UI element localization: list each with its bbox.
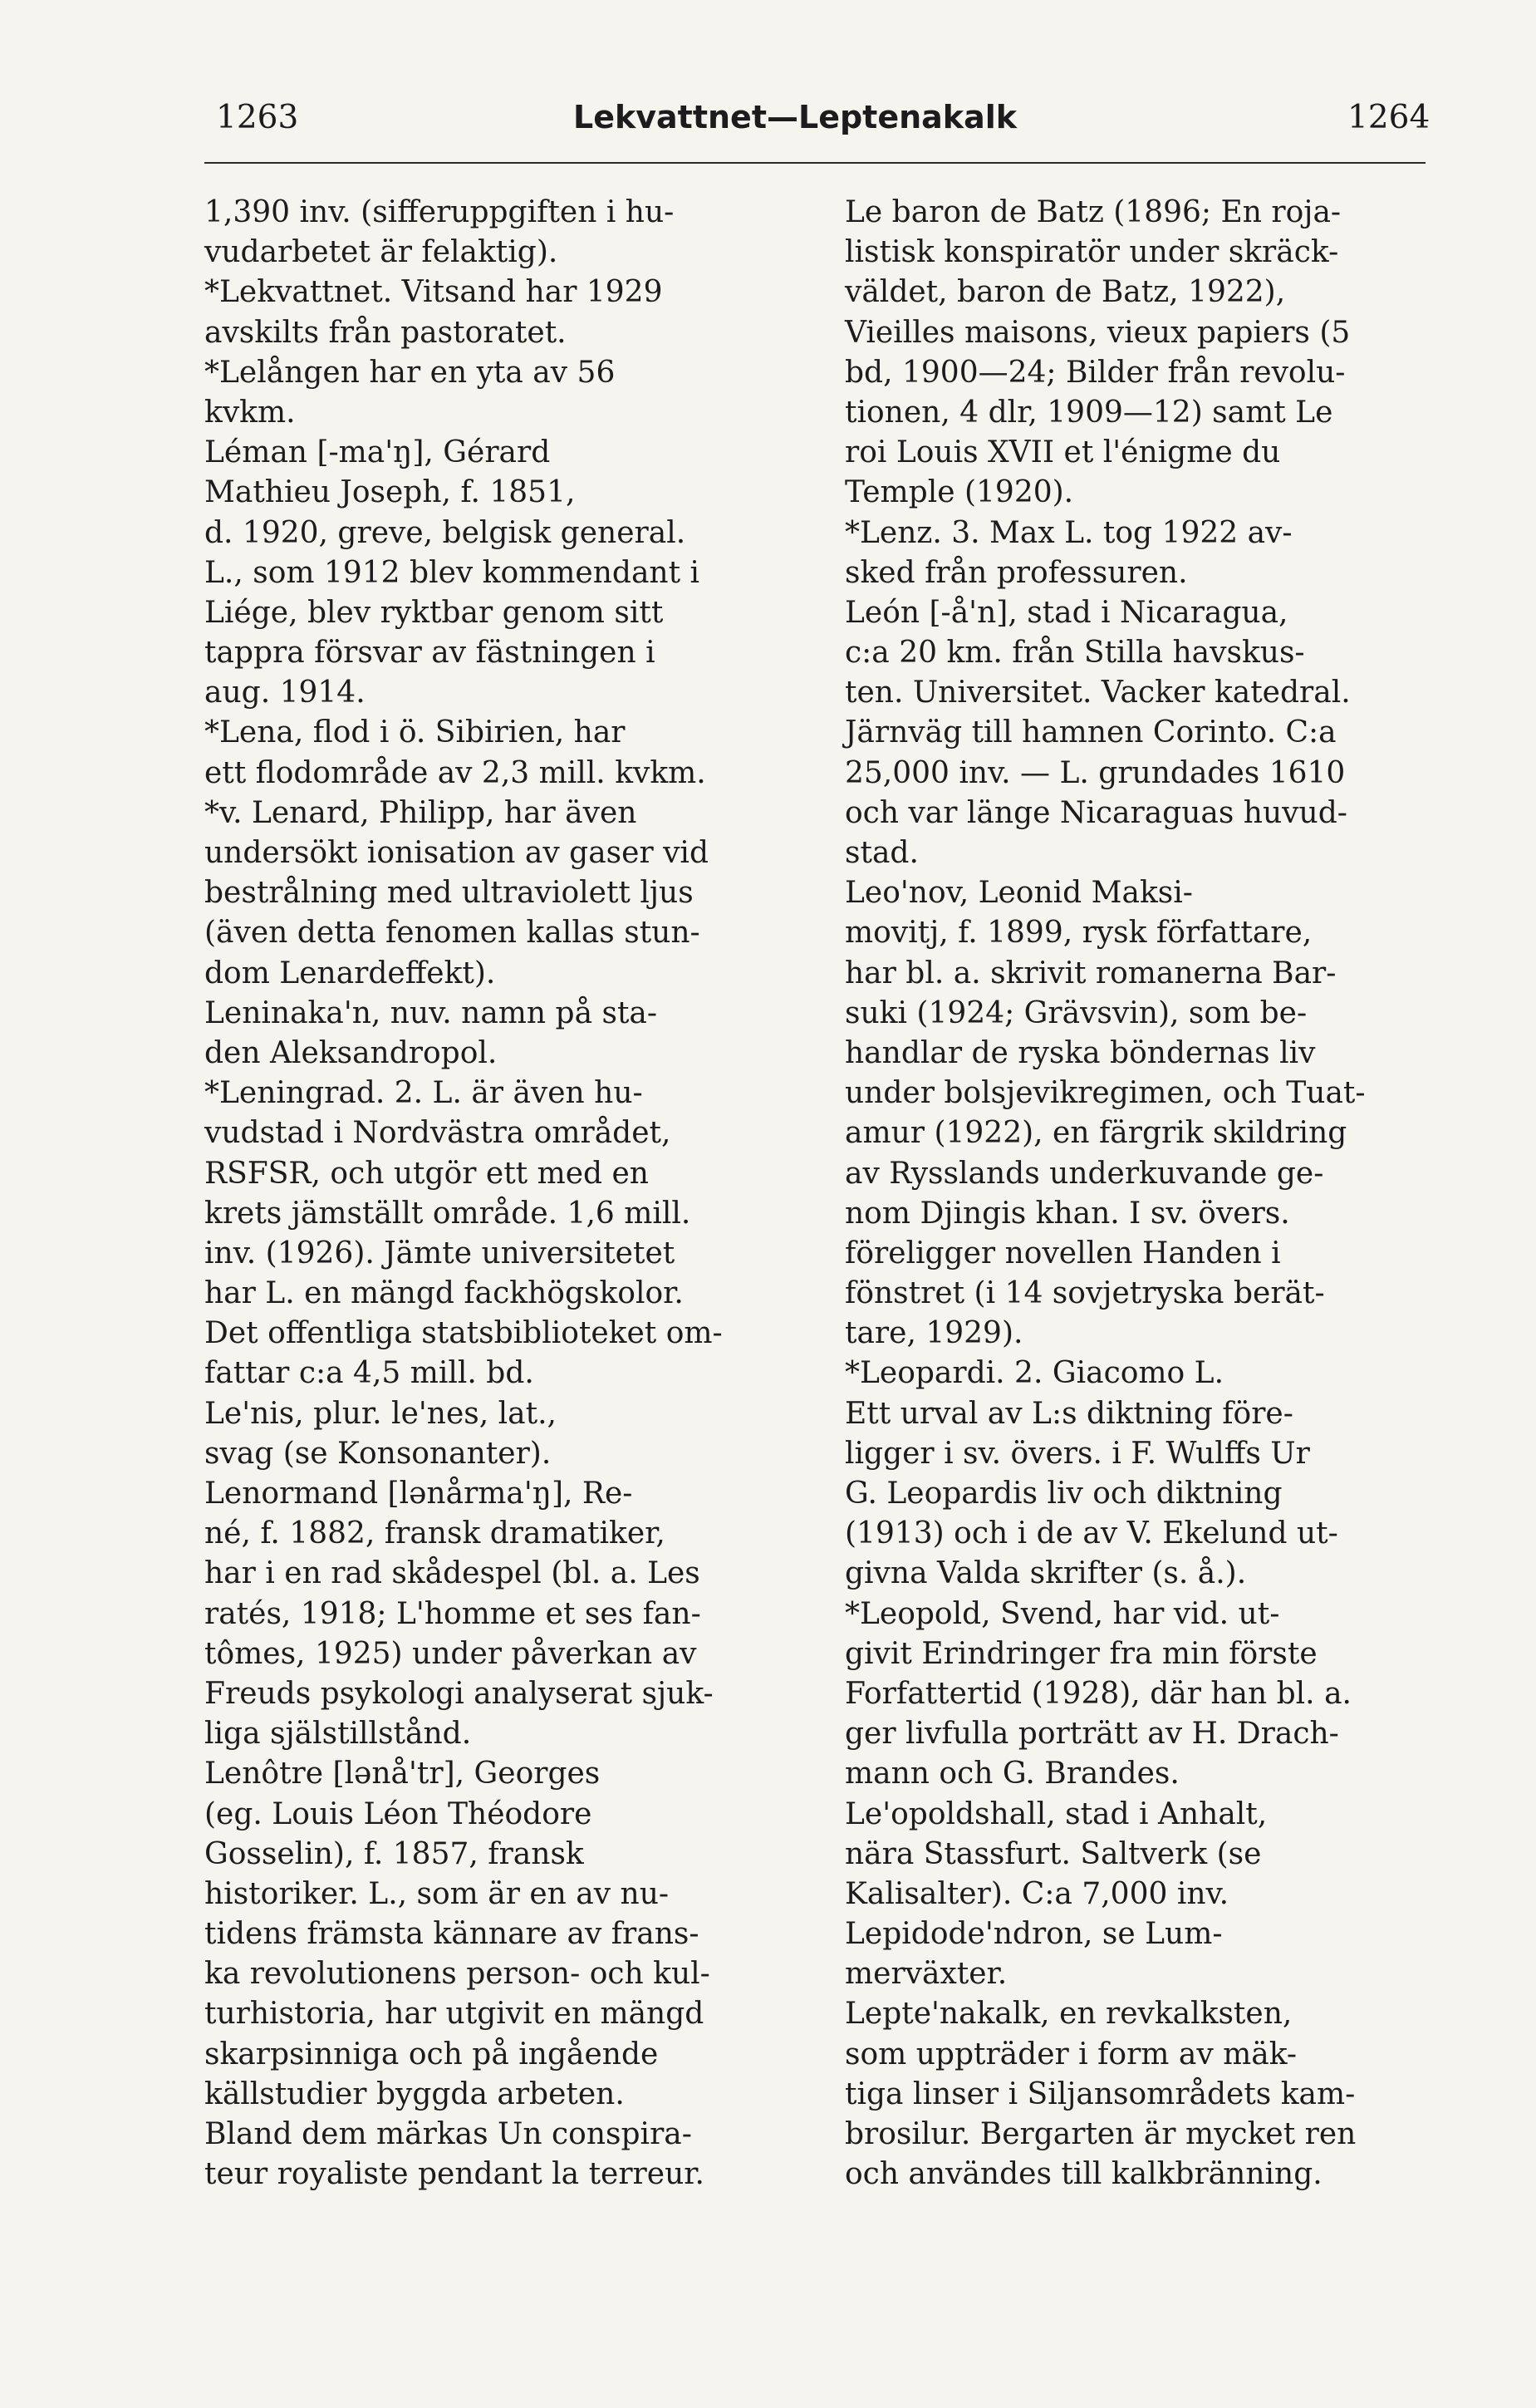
text-line: ett flodområde av 2,3 mill. kvkm. xyxy=(204,755,706,790)
text-line: nom Djingis khan. I sv. övers. xyxy=(845,1196,1290,1231)
text-line: Freuds psykologi analyserat sjuk- xyxy=(204,1676,714,1711)
text-line: Lenôtre [lənå'tr], Georges xyxy=(204,1757,601,1791)
text-line: den Aleksandropol. xyxy=(204,1035,498,1070)
text-line: L., som 1912 blev kommendant i xyxy=(204,555,700,590)
text-line: fattar c:a 4,5 mill. bd. xyxy=(204,1356,534,1391)
text-line: *Lenz. 3. Max L. tog 1922 av- xyxy=(845,515,1293,550)
text-line: vudarbetet är felaktig). xyxy=(204,235,558,270)
text-line: Lenormand [lənårma'ŋ], Re- xyxy=(204,1477,633,1511)
page-number-left: 1263 xyxy=(216,99,299,136)
text-line: d. 1920, greve, belgisk general. xyxy=(204,515,686,550)
text-line: teur royaliste pendant la terreur. xyxy=(204,2157,704,2192)
text-line: Ett urval av L:s diktning före- xyxy=(845,1396,1293,1431)
text-line: givit Erindringer fra min förste xyxy=(845,1636,1318,1671)
text-line: (1913) och i de av V. Ekelund ut- xyxy=(845,1516,1338,1551)
text-line: bd, 1900—24; Bilder från revolu- xyxy=(845,355,1346,390)
text-line: nära Stassfurt. Saltverk (se xyxy=(845,1836,1262,1871)
text-line: Järnväg till hamnen Corinto. C:a xyxy=(845,715,1337,750)
text-line: har i en rad skådespel (bl. a. Les xyxy=(204,1556,700,1591)
page-number-right: 1264 xyxy=(1347,99,1430,136)
text-line: *Leopardi. 2. Giacomo L. xyxy=(845,1356,1224,1391)
text-line: källstudier byggda arbeten. xyxy=(204,2076,625,2111)
text-line: *Lekvattnet. Vitsand har 1929 xyxy=(204,275,663,310)
text-line: Vieilles maisons, vieux papiers (5 xyxy=(845,315,1351,350)
text-line: krets jämställt område. 1,6 mill. xyxy=(204,1196,691,1231)
text-line: tionen, 4 dlr, 1909—12) samt Le xyxy=(845,395,1333,430)
text-line: *Lena, flod i ö. Sibirien, har xyxy=(204,715,626,750)
text-line: Lepidode'ndron, se Lum- xyxy=(845,1917,1223,1952)
text-line: Le baron de Batz (1896; En roja- xyxy=(845,195,1342,229)
text-line: *Leopold, Svend, har vid. ut- xyxy=(845,1596,1280,1631)
text-line: undersökt ionisation av gaser vid xyxy=(204,836,709,870)
text-line: Le'nis, plur. le'nes, lat., xyxy=(204,1396,557,1431)
text-line: tidens främsta kännare av frans- xyxy=(204,1917,699,1952)
text-line: svag (se Konsonanter). xyxy=(204,1436,552,1471)
text-line: ratés, 1918; L'homme et ses fan- xyxy=(204,1596,701,1631)
text-line: Liége, blev ryktbar genom sitt xyxy=(204,595,664,630)
text-line: roi Louis XVII et l'énigme du xyxy=(845,435,1281,470)
text-line: Det offentliga statsbiblioteket om- xyxy=(204,1316,723,1351)
text-line: León [-å'n], stad i Nicaragua, xyxy=(845,595,1288,630)
text-line: bestrålning med ultraviolett ljus xyxy=(204,876,694,911)
text-line: movitj, f. 1899, rysk författare, xyxy=(845,916,1313,951)
text-line: c:a 20 km. från Stilla havskus- xyxy=(845,636,1305,671)
text-line: av Rysslands underkuvande ge- xyxy=(845,1156,1324,1191)
text-line: handlar de ryska böndernas liv xyxy=(845,1035,1316,1070)
text-line: (även detta fenomen kallas stun- xyxy=(204,916,700,951)
text-line: Léman [-ma'ŋ], Gérard xyxy=(204,435,551,470)
text-line: Leninaka'n, nuv. namn på sta- xyxy=(204,995,658,1030)
text-line: suki (1924; Grävsvin), som be- xyxy=(845,995,1308,1030)
text-line: vudstad i Nordvästra området, xyxy=(204,1116,671,1151)
left-column xyxy=(204,193,802,2194)
text-line: ger livfulla porträtt av H. Drach- xyxy=(845,1717,1339,1752)
text-line: föreligger novellen Handen i xyxy=(845,1236,1281,1270)
text-line: ka revolutionens person- och kul- xyxy=(204,1957,710,1992)
text-line: och användes till kalkbränning. xyxy=(845,2157,1323,2192)
text-line: Kalisalter). C:a 7,000 inv. xyxy=(845,1876,1229,1911)
text-line: liga själstillstånd. xyxy=(204,1717,472,1752)
text-line: RSFSR, och utgör ett med en xyxy=(204,1156,649,1191)
text-line: tômes, 1925) under påverkan av xyxy=(204,1636,697,1671)
text-line: som uppträder i form av mäk- xyxy=(845,2037,1298,2071)
text-line: G. Leopardis liv och diktning xyxy=(845,1477,1283,1511)
running-head: Lekvattnet—Leptenakalk xyxy=(573,99,1018,135)
text-line: Bland dem märkas Un conspira- xyxy=(204,2117,692,2151)
text-line: né, f. 1882, fransk dramatiker, xyxy=(204,1516,665,1551)
text-line: avskilts från pastoratet. xyxy=(204,315,567,350)
text-line: Forfattertid (1928), där han bl. a. xyxy=(845,1676,1352,1711)
text-line: brosilur. Bergarten är mycket ren xyxy=(845,2117,1357,2151)
text-line: historiker. L., som är en av nu- xyxy=(204,1876,670,1911)
right-column xyxy=(845,193,1443,2194)
text-line: Mathieu Joseph, f. 1851, xyxy=(204,475,576,510)
text-line: tare, 1929). xyxy=(845,1316,1023,1351)
text-line: Le'opoldshall, stad i Anhalt, xyxy=(845,1796,1268,1831)
text-line: aug. 1914. xyxy=(204,676,366,710)
text-line: *v. Lenard, Philipp, har även xyxy=(204,795,637,830)
text-line: (eg. Louis Léon Théodore xyxy=(204,1796,592,1831)
text-line: Leo'nov, Leonid Maksi- xyxy=(845,876,1193,911)
text-line: ten. Universitet. Vacker katedral. xyxy=(845,676,1351,710)
text-line: 25,000 inv. — L. grundades 1610 xyxy=(845,755,1346,790)
text-line: Gosselin), f. 1857, fransk xyxy=(204,1836,584,1871)
text-line: under bolsjevikregimen, och Tuat- xyxy=(845,1076,1366,1111)
text-line: fönstret (i 14 sovjetryska berät- xyxy=(845,1276,1325,1311)
text-line: amur (1922), en färgrik skildring xyxy=(845,1116,1347,1151)
text-line: merväxter. xyxy=(845,1957,1008,1992)
text-line: *Lelången har en yta av 56 xyxy=(204,355,616,390)
text-line: stad. xyxy=(845,836,919,870)
text-line: skarpsinniga och på ingående xyxy=(204,2037,659,2071)
text-line: tappra försvar av fästningen i xyxy=(204,636,655,671)
text-line: ligger i sv. övers. i F. Wulffs Ur xyxy=(845,1436,1310,1471)
text-line: väldet, baron de Batz, 1922), xyxy=(845,275,1286,310)
text-line: inv. (1926). Jämte universitetet xyxy=(204,1236,675,1270)
text-line: och var länge Nicaraguas huvud- xyxy=(845,795,1347,830)
text-line: 1,390 inv. (sifferuppgiften i hu- xyxy=(204,195,675,229)
text-line: har L. en mängd fackhögskolor. xyxy=(204,1276,684,1311)
text-line: dom Lenardeffekt). xyxy=(204,956,496,990)
text-line: kvkm. xyxy=(204,395,296,430)
text-line: tiga linser i Siljansområdets kam- xyxy=(845,2076,1356,2111)
header-rule xyxy=(204,162,1426,164)
text-line: har bl. a. skrivit romanerna Bar- xyxy=(845,956,1337,990)
text-line: listisk konspiratör under skräck- xyxy=(845,235,1339,270)
text-line: Temple (1920). xyxy=(845,475,1074,510)
text-line: givna Valda skrifter (s. å.). xyxy=(845,1556,1247,1591)
text-line: turhistoria, har utgivit en mängd xyxy=(204,1997,704,2032)
text-line: sked från professuren. xyxy=(845,555,1188,590)
text-line: Lepte'nakalk, en revkalksten, xyxy=(845,1997,1293,2032)
text-line: mann och G. Brandes. xyxy=(845,1757,1180,1791)
text-line: *Leningrad. 2. L. är även hu- xyxy=(204,1076,643,1111)
